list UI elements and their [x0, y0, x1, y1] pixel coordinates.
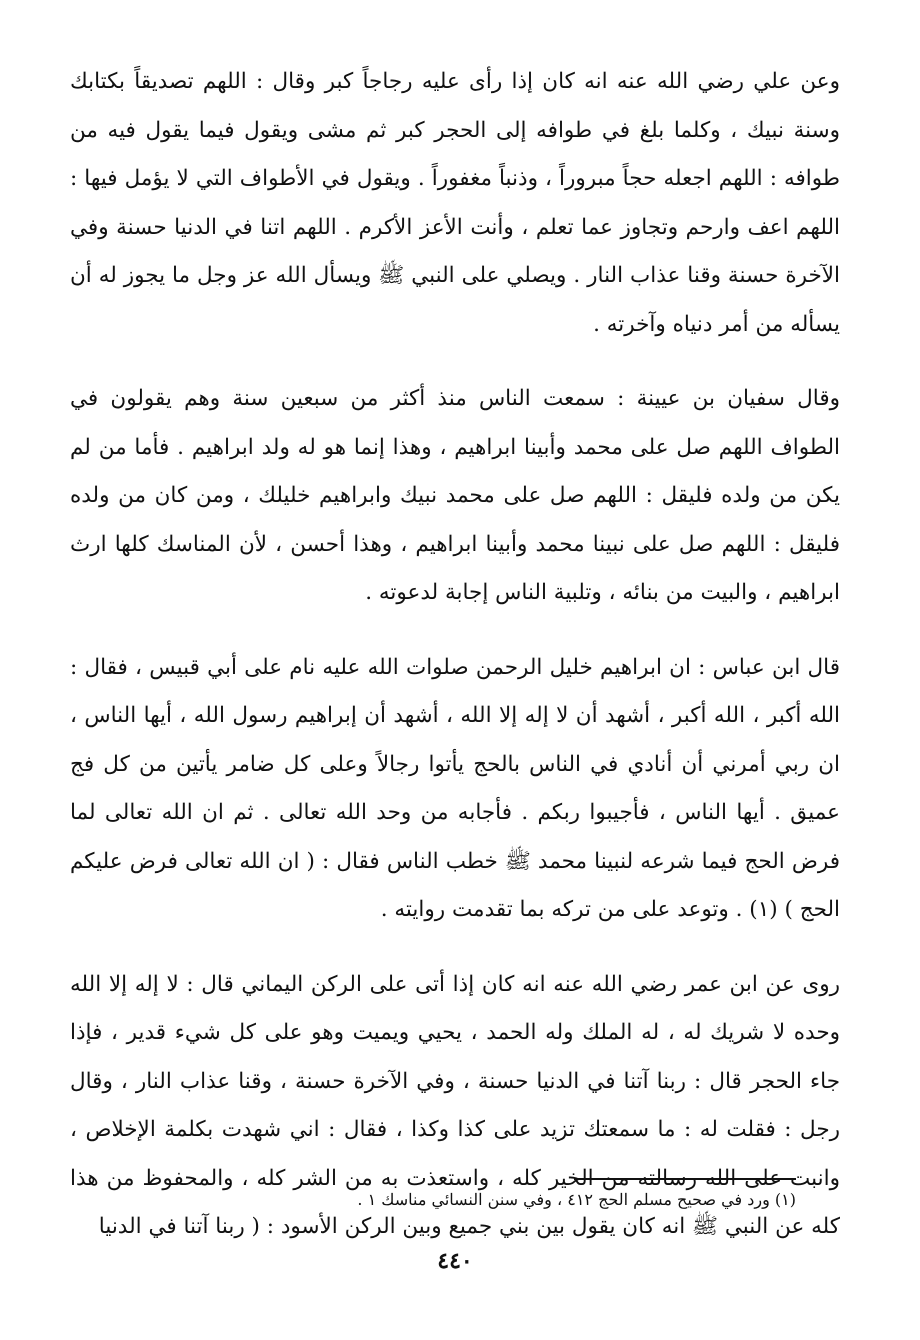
paragraph-ibn-abbas-ibrahim: قال ابن عباس : ان ابراهيم خليل الرحمن صلوات الله عليه نام على أبي قبيس ، فقال : الله أكبر ، الله أكبر ، أشهد أن لا إله إلا الله ، أشهد أن إبراهيم رسول الله ، أيها الناس ، ان ربي أمرني أن أنادي في الناس بالحج يأتوا رجالاً وعلى كل ضامر يأتين من كل فج عميق . أيها الناس ، فأجيبوا ربكم . فأجابه من وحد الله تعالى . ثم ان الله تعالى لما فرض الحج فيما شرعه لنبينا محمد ﷺ خطب الناس فقال : ( ان الله تعالى فرض عليكم الحج ) (١) . وتوعد على من تركه بما تقدمت روايته .: [70, 654, 840, 922]
paragraph-ali-tawaf-prayer: وعن علي رضي الله عنه انه كان إذا رأى عليه رجاجاً كبر وقال : اللهم تصديقاً بكتابك وسنة نبيك ، وكلما بلغ في طوافه إلى الحجر كبر ثم مشى ويقول فيما يقول فيه من طوافه : اللهم اجعله حجاً مبروراً ، وذنباً مغفوراً . ويقول في الأطواف التي لا يؤمل فيها : اللهم اعف وارحم وتجاوز عما تعلم ، وأنت الأعز الأكرم . اللهم اتنا في الدنيا حسنة وفي الآخرة حسنة وقنا عذاب النار . ويصلي على النبي ﷺ ويسأل الله عز وجل ما يجوز له أن يسأله من أمر دنياه وآخرته .: [70, 69, 840, 337]
page-number: ٤٤٠: [437, 1248, 473, 1274]
page-body: [70, 58, 840, 1298]
paragraph-sufyan-ibn-uyayna: وقال سفيان بن عيينة : سمعت الناس منذ أكثر من سبعين سنة وهم يقولون في الطواف اللهم صل على محمد وأبينا ابراهيم ، وهذا إنما هو له ولد ابراهيم . فأما من لم يكن من ولده فليقل : اللهم صل على محمد نبيك وابراهيم خليلك ، ومن كان من ولده فليقل : اللهم صل على نبينا محمد وأبينا ابراهيم ، وهذا أحسن ، لأن المناسك كلها ارث ابراهيم ، والبيت من بنائه ، وتلبية الناس إجابة لدعوته .: [70, 386, 840, 605]
footnote: (١) ورد في صحيح مسلم الحج ٤١٢ ، وفي سنن النسائي مناسك ١ .: [357, 1190, 796, 1209]
paragraph-ibn-umar-yamani-corner: روى عن ابن عمر رضي الله عنه انه كان إذا أتى على الركن اليماني قال : لا إله إلا الله وحده لا شريك له ، له الملك وله الحمد ، يحيي ويميت وهو على كل شيء قدير ، فإذا جاء الحجر قال : ربنا آتنا في الدنيا حسنة ، وفي الآخرة حسنة ، وقنا عذاب النار ، وقال رجل : فقلت له : ما سمعتك تزيد على كذا وكذا ، فقال : اني شهدت بكلمة الإخلاص ، وانبت على الله رسالته من الخير كله ، واستعذت به من الشر كله ، والمحفوظ من هذا كله عن النبي ﷺ انه كان يقول بين بني جميع وبين الركن الأسود : ( ربنا آتنا في الدنيا: [70, 971, 840, 1239]
footnote-divider: [574, 1178, 796, 1180]
